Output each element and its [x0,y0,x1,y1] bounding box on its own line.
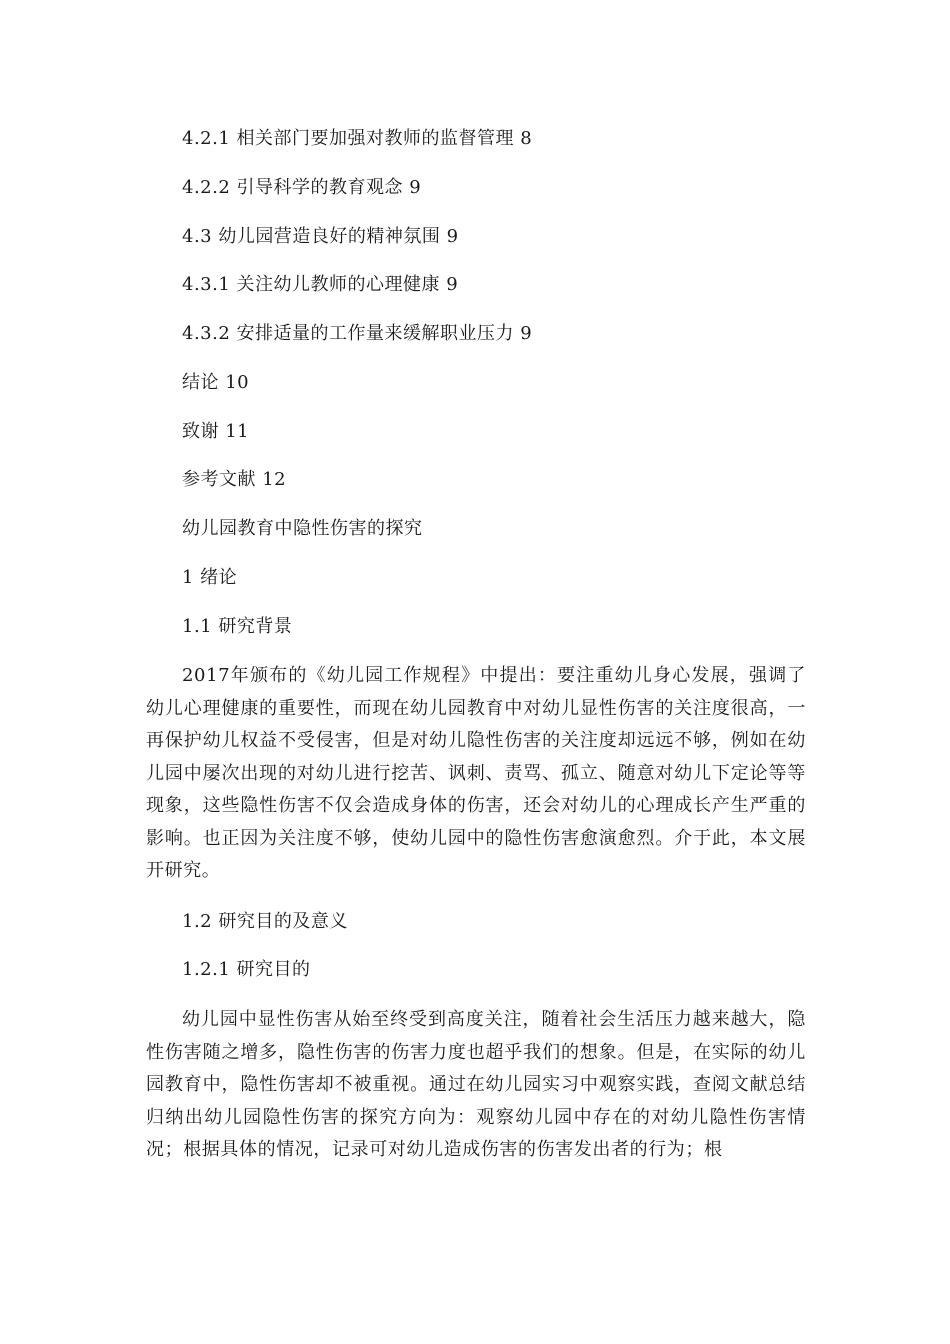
section-heading-1-2-1: 1.2.1 研究目的 [182,959,311,980]
paragraph-research-background: 2017年颁布的《幼儿园工作规程》中提出：要注重幼儿身心发展，强调了幼儿心理健康的重要性，而现在幼儿园教育中对幼儿显性伤害的关注度很高，一再保护幼儿权益不受侵害，但是对幼儿隐性伤害的关注度却远远不够，例如在幼儿园中屡次出现的对幼儿进行挖苦、讽刺、责骂、孤立、随意对幼儿下定论等等现象，这些隐性伤害不仅会造成身体的伤害，还会对幼儿的心理成长产生严重的影响。也正因为关注度不够，使幼儿园中的隐性伤害愈演愈烈。介于此，本文展开研究。 [146,665,806,881]
toc-entry-4-2-2: 4.2.2 引导科学的教育观念 9 [182,177,422,198]
toc-entry-acknowledgements: 致谢 11 [182,421,250,442]
toc-entry-4-3-2: 4.3.2 安排适量的工作量来缓解职业压力 9 [182,323,533,344]
paragraph-research-purpose: 幼儿园中显性伤害从始至终受到高度关注，随着社会生活压力越来越大，隐性伤害随之增多，隐性伤害的伤害力度也超乎我们的想象。但是，在实际的幼儿园教育中，隐性伤害却不被重视。通过在幼儿园实习中观察实践，查阅文献总结归纳出幼儿园隐性伤害的探究方向为：观察幼儿园中存在的对幼儿隐性伤害情况；根据具体的情况，记录可对幼儿造成伤害的伤害发出者的行为；根 [146,1009,806,1160]
toc-entry-4-2-1: 4.2.1 相关部门要加强对教师的监督管理 8 [182,128,533,149]
section-heading-1: 1 绪论 [182,567,238,588]
toc-entry-4-3: 4.3 幼儿园营造良好的精神氛围 9 [182,226,459,247]
section-heading-1-2: 1.2 研究目的及意义 [182,911,348,932]
toc-entry-4-3-1: 4.3.1 关注幼儿教师的心理健康 9 [182,274,459,295]
section-heading-1-1: 1.1 研究背景 [182,616,293,637]
document-title: 幼儿园教育中隐性伤害的探究 [182,518,423,539]
toc-entry-references: 参考文献 12 [182,469,287,490]
toc-entry-conclusion: 结论 10 [182,372,250,393]
